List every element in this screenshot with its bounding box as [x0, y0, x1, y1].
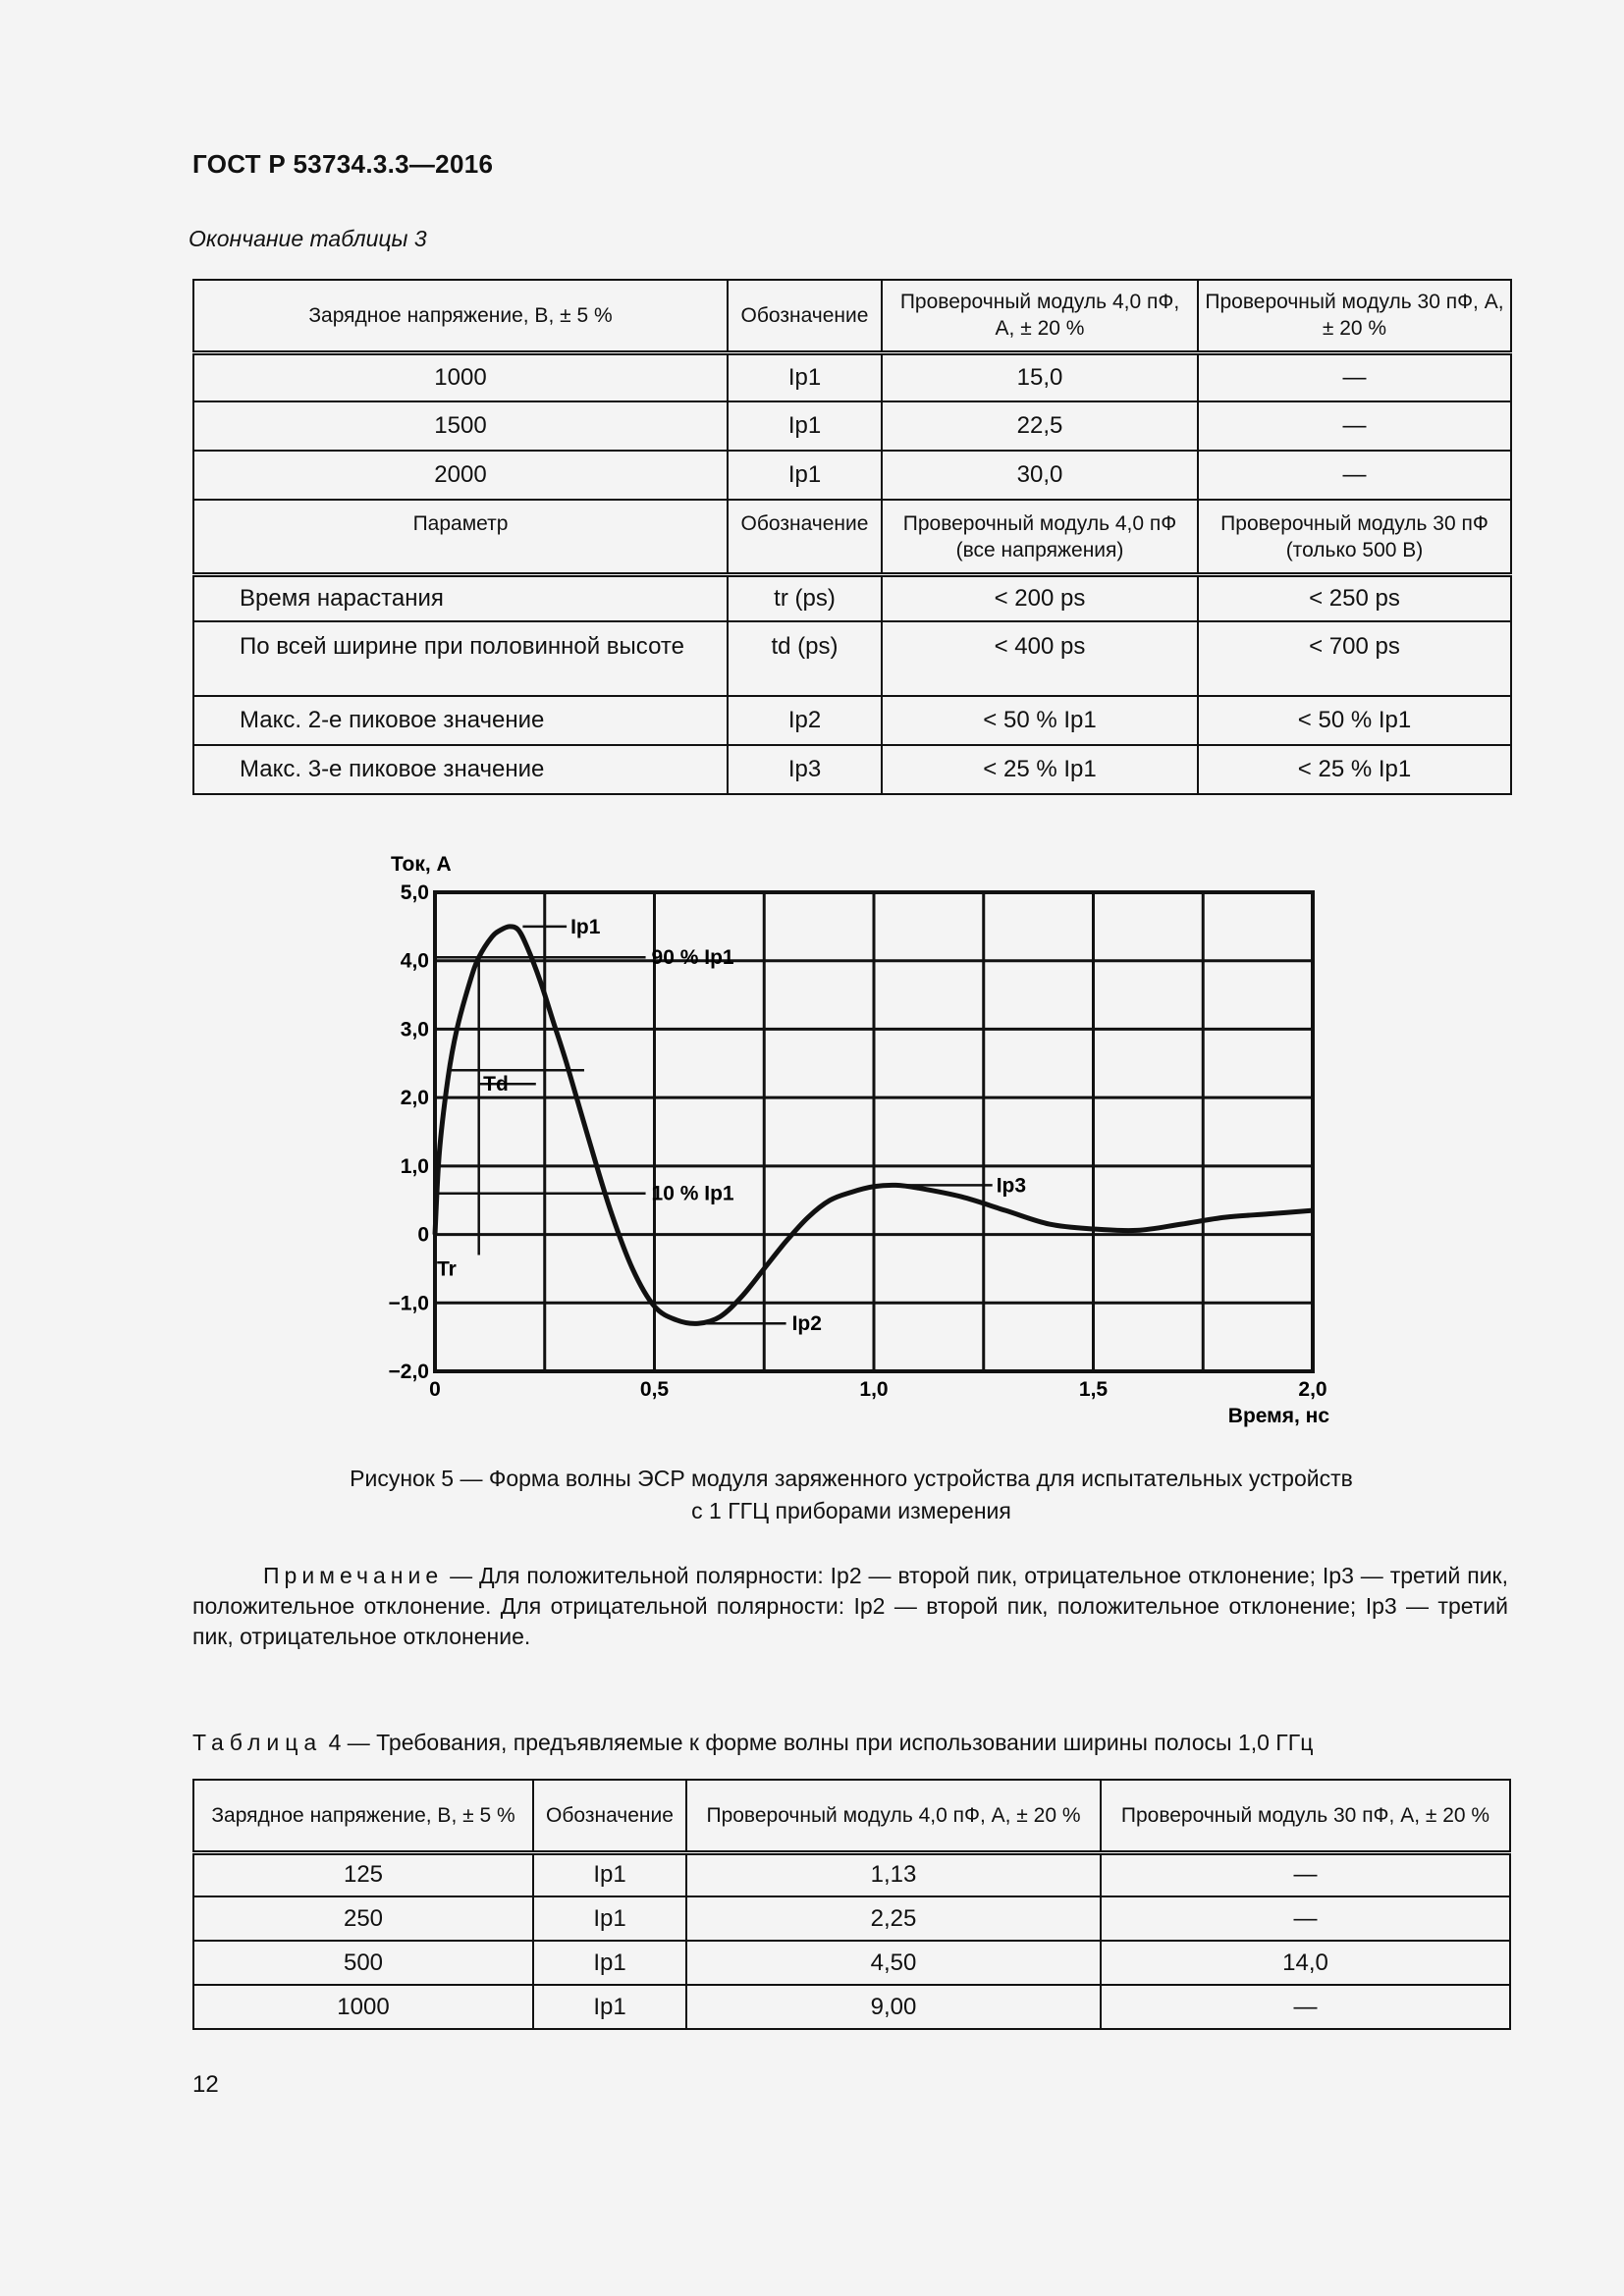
table-cell: 125	[193, 1852, 533, 1896]
annotation-90-percent: 90 % Ip1	[651, 946, 734, 970]
table-cell: —	[1198, 352, 1511, 401]
chart-reference-lines	[435, 927, 993, 1323]
x-tick-label: 0,5	[639, 1378, 670, 1401]
table-cell: Ip1	[728, 451, 882, 500]
table-4	[192, 1779, 1511, 2030]
table-cell: 1000	[193, 1985, 533, 2029]
table-cell: 4,50	[686, 1941, 1101, 1985]
table-cell: Макс. 2-е пиковое значение	[193, 696, 728, 745]
table-cell: —	[1101, 1896, 1510, 1941]
header-cell: Проверочный модуль 30 пФ (только 500 В)	[1198, 500, 1511, 574]
table-cell: Ip1	[533, 1896, 686, 1941]
caption-line: Рисунок 5 — Форма волны ЭСР модуля заряженного устройства для испытательных устройств	[350, 1466, 1353, 1491]
table-row	[193, 621, 1511, 696]
table-4-title-text: 4 — Требования, предъявляемые к форме волны при использовании ширины полосы 1,0 ГГц	[322, 1730, 1314, 1755]
table-cell: 14,0	[1101, 1941, 1510, 1985]
table-cell: Макс. 3-е пиковое значение	[193, 745, 728, 794]
table-cell: Ip3	[728, 745, 882, 794]
table-row	[193, 745, 1511, 794]
table-cell: Ip2	[728, 696, 882, 745]
table-cell: —	[1198, 401, 1511, 451]
header-cell: Проверочный модуль 4,0 пФ (все напряжения)	[882, 500, 1198, 574]
page-number: 12	[192, 2071, 219, 2098]
header-cell: Проверочный модуль 4,0 пФ, А, ± 20 %	[686, 1780, 1101, 1852]
table-cell: 9,00	[686, 1985, 1101, 2029]
x-tick-label: 1,0	[859, 1378, 889, 1401]
table-cell: < 50 % Ip1	[1198, 696, 1511, 745]
y-tick-label: 0	[417, 1223, 429, 1247]
chart-annotations	[437, 916, 1026, 1335]
x-tick-label: 0	[429, 1378, 441, 1401]
note-paragraph	[192, 1561, 1508, 1652]
y-axis-label: Ток, А	[391, 853, 452, 876]
table-cell: < 250 ps	[1198, 574, 1511, 621]
table-row	[193, 1985, 1510, 2029]
table-row	[193, 1896, 1510, 1941]
y-tick-label: −2,0	[388, 1361, 429, 1383]
table-cell: 250	[193, 1896, 533, 1941]
table-continuation-label: Окончание таблицы 3	[189, 226, 427, 251]
annotation-ip1: Ip1	[570, 915, 601, 938]
table-cell: —	[1101, 1985, 1510, 2029]
y-tick-label: 2,0	[400, 1087, 429, 1110]
header-cell: Обозначение	[728, 500, 882, 574]
caption-line: с 1 ГГЦ приборами измерения	[691, 1498, 1011, 1523]
table-cell: 30,0	[882, 451, 1198, 500]
table-row	[193, 401, 1511, 451]
table-cell: 500	[193, 1941, 533, 1985]
table-cell: 2,25	[686, 1896, 1101, 1941]
table-cell: Ip1	[533, 1941, 686, 1985]
x-tick-label: 2,0	[1298, 1378, 1327, 1401]
table-row	[193, 1941, 1510, 1985]
table-cell: < 400 ps	[882, 621, 1198, 696]
table-cell: < 50 % Ip1	[882, 696, 1198, 745]
table-cell: td (ps)	[728, 621, 882, 696]
table-row	[193, 1852, 1510, 1896]
header-cell: Обозначение	[728, 280, 882, 352]
header-cell: Зарядное напряжение, В, ± 5 %	[193, 280, 728, 352]
table-cell: —	[1101, 1852, 1510, 1896]
table-cell: < 700 ps	[1198, 621, 1511, 696]
table-cell: 15,0	[882, 352, 1198, 401]
table-cell: tr (ps)	[728, 574, 882, 621]
y-tick-label: 5,0	[400, 881, 429, 904]
table-cell: —	[1198, 451, 1511, 500]
table-row	[193, 451, 1511, 500]
table-cell: 1000	[193, 352, 728, 401]
header-cell: Обозначение	[533, 1780, 686, 1852]
document-header: ГОСТ Р 53734.3.3—2016	[192, 149, 494, 179]
table-cell: Время нарастания	[193, 574, 728, 621]
table-cell: Ip1	[533, 1852, 686, 1896]
header-cell: Зарядное напряжение, В, ± 5 %	[193, 1780, 533, 1852]
table-row	[193, 696, 1511, 745]
table-cell: 1500	[193, 401, 728, 451]
waveform-chart	[363, 844, 1345, 1433]
table-3-header-row	[193, 280, 1511, 352]
annotation-td: Td	[483, 1073, 509, 1096]
annotation-tr: Tr	[437, 1257, 457, 1281]
table-cell: Ip1	[533, 1985, 686, 2029]
header-cell: Проверочный модуль 30 пФ, А, ± 20 %	[1101, 1780, 1510, 1852]
table-3	[192, 279, 1512, 795]
table-cell: Ip1	[728, 401, 882, 451]
y-tick-label: 4,0	[400, 949, 429, 973]
annotation-10-percent: 10 % Ip1	[651, 1182, 734, 1205]
table-4-header-row	[193, 1780, 1510, 1852]
x-tick-label: 1,5	[1078, 1378, 1109, 1401]
table-cell: < 25 % Ip1	[882, 745, 1198, 794]
y-tick-label: 1,0	[400, 1154, 429, 1178]
header-cell: Параметр	[193, 500, 728, 574]
chart-grid	[435, 892, 1313, 1371]
table-3-subheader-row	[193, 500, 1511, 574]
table-cell: Ip1	[728, 352, 882, 401]
table-cell: < 25 % Ip1	[1198, 745, 1511, 794]
table-4-title	[192, 1730, 1313, 1756]
table-cell: 1,13	[686, 1852, 1101, 1896]
y-tick-label: −1,0	[388, 1292, 429, 1315]
table-cell: По всей ширине при половинной высоте	[193, 621, 728, 696]
y-tick-label: 3,0	[400, 1018, 429, 1041]
table-cell: < 200 ps	[882, 574, 1198, 621]
header-cell: Проверочный модуль 30 пФ, А, ± 20 %	[1198, 280, 1511, 352]
x-axis-label: Время, нс	[1227, 1405, 1329, 1427]
note-lead: Примечание	[263, 1563, 444, 1588]
note-text: — Для положительной полярности: Ip2 — второй пик, отрицательное отклонение; Ip3 — третий пик, положительное отклонение. Для отрицательной полярности: Ip2 — второй пик, положительное отклонение; Ip3 — третий пик, отрицательное отклонение.	[192, 1563, 1508, 1649]
table-row	[193, 574, 1511, 621]
table-4-title-lead: Таблица	[192, 1730, 323, 1755]
header-cell: Проверочный модуль 4,0 пФ, А, ± 20 %	[882, 280, 1198, 352]
table-cell: 2000	[193, 451, 728, 500]
table-row	[193, 352, 1511, 401]
annotation-ip2: Ip2	[791, 1312, 822, 1336]
table-cell: 22,5	[882, 401, 1198, 451]
annotation-ip3: Ip3	[996, 1174, 1027, 1198]
figure-caption	[192, 1463, 1510, 1527]
